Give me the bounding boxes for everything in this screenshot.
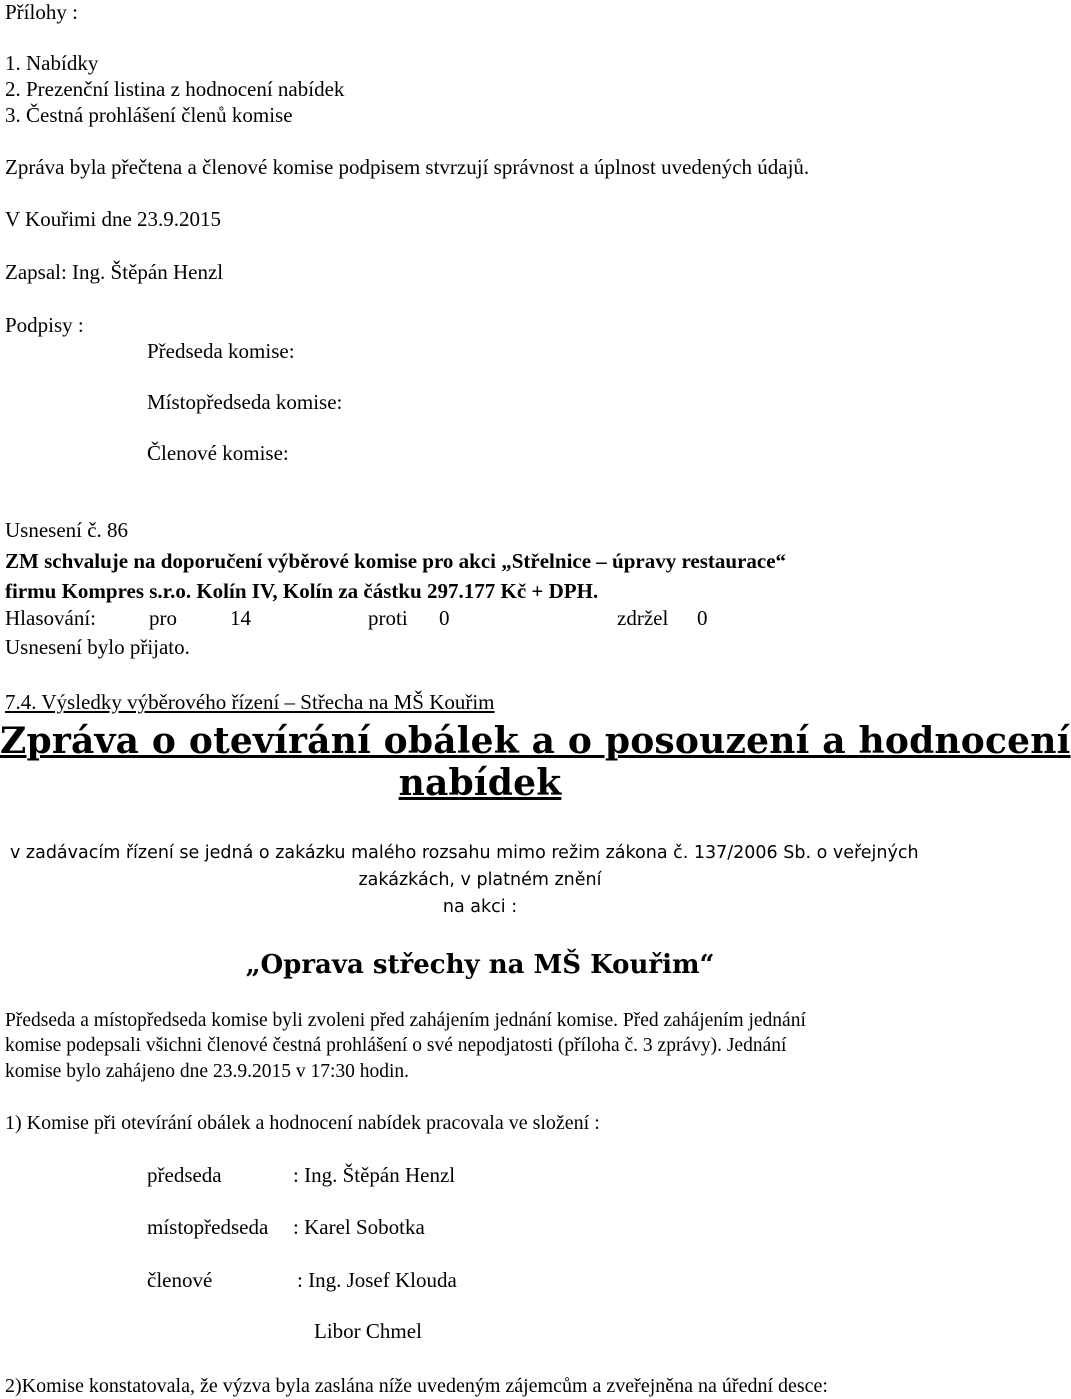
- resolution-text-line1: ZM schvaluje na doporučení výběrové komise pro akci „Střelnice – úpravy restaurace“: [5, 549, 787, 573]
- member-row-extra: [0, 1321, 960, 1345]
- point-1: 1) Komise při otevírání obálek a hodnocení nabídek pracovala ve složení :: [5, 1112, 600, 1134]
- project-name: „Oprava střechy na MŠ Kouřim“: [245, 950, 715, 980]
- report-subtitle-line3: na akci :: [442, 897, 518, 917]
- member-role: předseda: [147, 1163, 222, 1187]
- signatures-label: Podpisy :: [5, 313, 84, 337]
- resolution-number: Usnesení č. 86: [5, 518, 129, 542]
- paragraph-line3: komise bylo zahájeno dne 23.9.2015 v 17:30 hodin.: [5, 1061, 410, 1082]
- member-name: : Ing. Josef Klouda: [297, 1268, 457, 1292]
- member-role: členové: [147, 1268, 213, 1292]
- member-row-members: [0, 1270, 960, 1294]
- place-date: V Kouřimi dne 23.9.2015: [5, 207, 222, 231]
- report-subtitle-line2: zakázkách, v platném znění: [358, 870, 602, 890]
- attachment-item-2: 2. Prezenční listina z hodnocení nabídek: [5, 77, 345, 101]
- member-name: Libor Chmel: [314, 1319, 422, 1343]
- member-row-chair: [0, 1165, 960, 1189]
- section-heading: 7.4. Výsledky výběrového řízení – Střecha na MŠ Kouřim: [5, 690, 495, 714]
- point-2: 2)Komise konstatovala, že výzva byla zaslána níže uvedeným zájemcům a zveřejněna na úřední desce:: [5, 1375, 828, 1397]
- member-row-vice-chair: [0, 1217, 960, 1241]
- vote-row: [5, 608, 955, 632]
- report-title-line1: Zpráva o otevírání obálek a o posouzení a hodnocení: [0, 720, 1071, 762]
- signature-chair: Předseda komise:: [147, 339, 295, 363]
- member-name: : Karel Sobotka: [293, 1215, 425, 1239]
- vote-label: Hlasování:: [5, 606, 96, 630]
- member-role: místopředseda: [147, 1215, 269, 1239]
- signature-members: Členové komise:: [147, 441, 289, 465]
- member-name: : Ing. Štěpán Henzl: [293, 1163, 456, 1187]
- report-title-line2: nabídek: [398, 762, 562, 804]
- vote-abstain-count: 0: [697, 606, 708, 630]
- signature-vice-chair: Místopředseda komise:: [147, 390, 343, 414]
- recorded-by: Zapsal: Ing. Štěpán Henzl: [5, 260, 224, 284]
- vote-abstain-label: zdržel: [617, 606, 669, 630]
- approval-text: Zpráva byla přečtena a členové komise podpisem stvrzují správnost a úplnost uvedených údajů.: [5, 155, 810, 179]
- report-subtitle-line1: v zadávacím řízení se jedná o zakázku malého rozsahu mimo režim zákona č. 137/2006 Sb. o veřejných: [10, 843, 919, 863]
- vote-against-label: proti: [368, 606, 408, 630]
- paragraph-line1: Předseda a místopředseda komise byli zvoleni před zahájením jednání komise. Před zahájením jednání: [5, 1010, 806, 1031]
- resolution-result: Usnesení bylo přijato.: [5, 635, 190, 659]
- vote-for-count: 14: [230, 606, 251, 630]
- attachment-item-1: 1. Nabídky: [5, 51, 99, 75]
- vote-against-count: 0: [439, 606, 450, 630]
- attachments-heading: Přílohy :: [5, 0, 78, 24]
- vote-for-label: pro: [149, 606, 177, 630]
- paragraph-line2: komise podepsali všichni členové čestná prohlášení o své nepodjatosti (příloha č. 3 zprávy). Jednání: [5, 1035, 787, 1056]
- resolution-text-line2: firmu Kompres s.r.o. Kolín IV, Kolín za částku 297.177 Kč + DPH.: [5, 579, 599, 603]
- attachment-item-3: 3. Čestná prohlášení členů komise: [5, 103, 293, 127]
